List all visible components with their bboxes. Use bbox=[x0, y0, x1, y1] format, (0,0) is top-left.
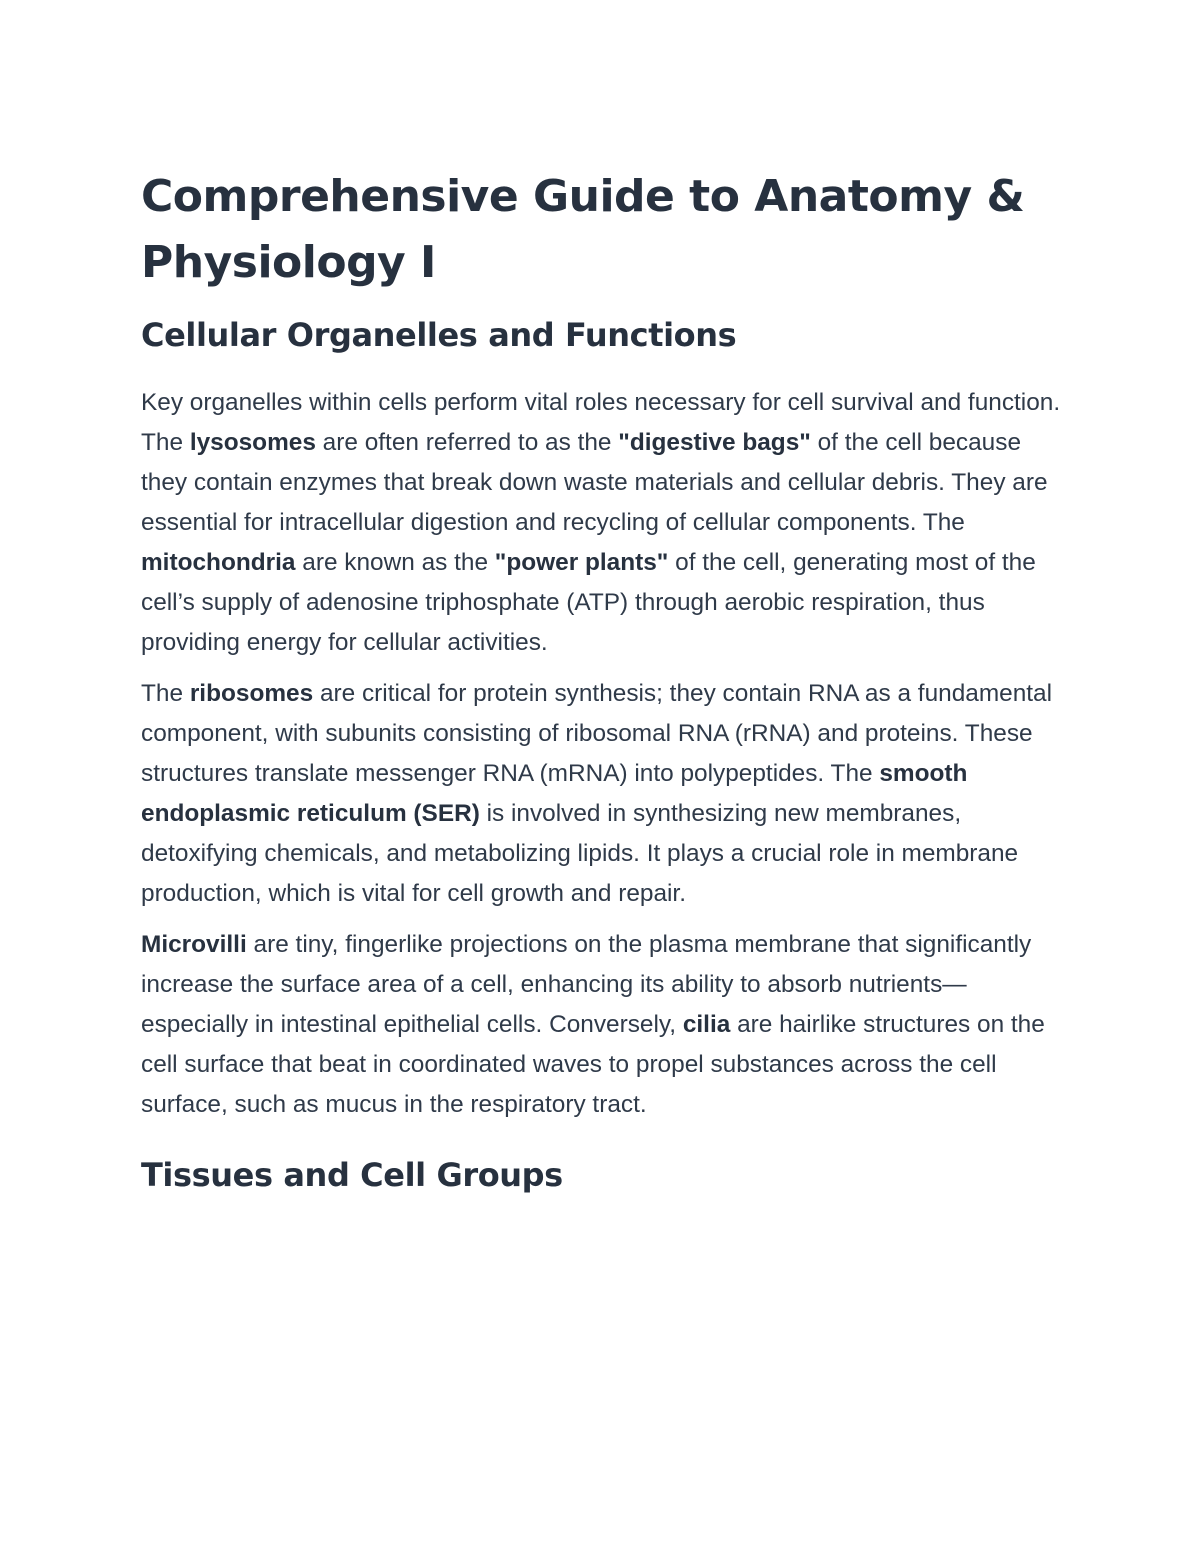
bold-term: "digestive bags" bbox=[618, 429, 811, 456]
text-run: of the cell, generating most of the cell’s supply of adenosine triphosphate (ATP) through aerobic respiration, thus providing energy for cellular activities. bbox=[141, 549, 1036, 656]
text-run: Key organelles within cells perform vital roles necessary for cell survival and function. The bbox=[141, 389, 1061, 456]
text-run: are known as the bbox=[295, 549, 495, 576]
paragraph bbox=[141, 383, 1071, 663]
text-run: The bbox=[141, 680, 190, 707]
paragraph bbox=[141, 674, 1071, 914]
text-run: are tiny, fingerlike projections on the plasma membrane that significantly increase the surface area of a cell, enhancing its ability to absorb nutrients—especially in intestinal epithelial cells. Conversely, bbox=[141, 931, 1032, 1038]
section-heading: Cellular Organelles and Functions bbox=[141, 316, 737, 354]
bold-term: "power plants" bbox=[494, 549, 669, 576]
text-run: are hairlike structures on the cell surface that beat in coordinated waves to propel substances across the cell surface, such as mucus in the respiratory tract. bbox=[141, 1011, 1045, 1118]
bold-term: Microvilli bbox=[141, 931, 247, 958]
bold-term: lysosomes bbox=[189, 429, 316, 456]
bold-term: mitochondria bbox=[141, 549, 296, 576]
text-run: is involved in synthesizing new membranes, detoxifying chemicals, and metabolizing lipids. It plays a crucial role in membrane production, which is vital for cell growth and repair. bbox=[141, 800, 1019, 907]
section-heading: Tissues and Cell Groups bbox=[141, 1156, 563, 1194]
document-page bbox=[141, 164, 1071, 1195]
text-run: are often referred to as the bbox=[315, 429, 619, 456]
bold-term: smooth endoplasmic reticulum (SER) bbox=[141, 760, 968, 827]
text-run: are critical for protein synthesis; they contain RNA as a fundamental component, with subunits consisting of ribosomal RNA (rRNA) and proteins. These structures translate messenger RNA (mRNA) into polypeptides. The bbox=[141, 680, 1053, 787]
paragraph bbox=[141, 925, 1071, 1125]
bold-term: ribosomes bbox=[189, 680, 314, 707]
text-run: of the cell because they contain enzymes that break down waste materials and cellular debris. They are essential for intracellular digestion and recycling of cellular components. The bbox=[141, 429, 1048, 536]
document-title: Comprehensive Guide to Anatomy & Physiology I bbox=[141, 171, 1025, 288]
bold-term: cilia bbox=[682, 1011, 731, 1038]
